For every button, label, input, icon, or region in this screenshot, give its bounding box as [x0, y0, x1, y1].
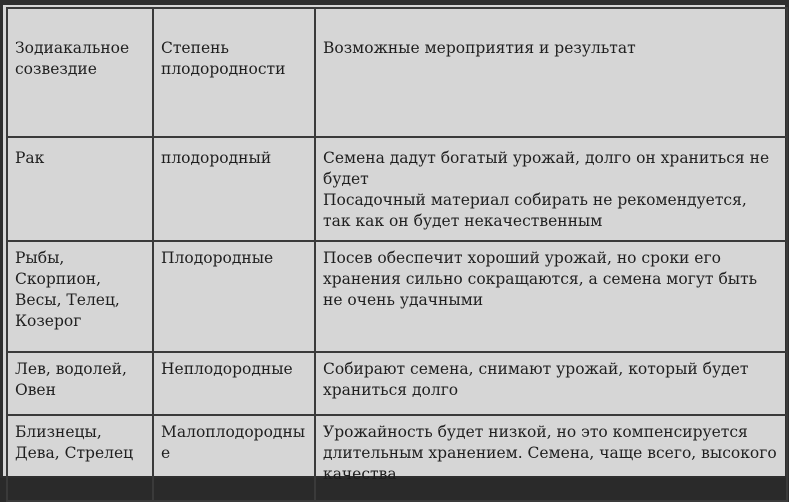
table-header-row	[7, 8, 787, 137]
cell-fertility: плодородный	[153, 137, 315, 241]
header-cell-sign: Зодиакальное созвездие	[7, 8, 153, 137]
cell-result	[315, 352, 787, 415]
cell-sign: Лев, водолей, Овен	[7, 352, 153, 415]
cell-result	[315, 415, 787, 501]
cell-fertility: Плодородные	[153, 241, 315, 352]
cell-result-line: Семена дадут богатый урожай, долго он храниться не будет	[323, 149, 770, 188]
table-row	[7, 352, 787, 415]
cell-fertility: Малоплодородные	[153, 415, 315, 501]
cell-sign: Рыбы, Скорпион, Весы, Телец, Козерог	[7, 241, 153, 352]
cell-sign: Близнецы, Дева, Стрелец	[7, 415, 153, 501]
cell-sign: Рак	[7, 137, 153, 241]
table-row	[7, 415, 787, 501]
table-row	[7, 241, 787, 352]
cell-fertility: Неплодородные	[153, 352, 315, 415]
cell-result-line: Собирают семена, снимают урожай, который будет храниться долго	[323, 360, 749, 399]
cell-result	[315, 241, 787, 352]
cell-result-line: Посев обеспечит хороший урожай, но сроки его хранения сильно сокращаются, а семена могут быть не очень удачными	[323, 249, 758, 309]
header-cell-fertility: Степень плодородности	[153, 8, 315, 137]
zodiac-fertility-table	[6, 7, 788, 502]
cell-result-line: Посадочный материал собирать не рекомендуется, так как он будет некачественным	[323, 191, 747, 230]
header-cell-result: Возможные мероприятия и результат	[315, 8, 787, 137]
table-row	[7, 137, 787, 241]
cell-result-line: Урожайность будет низкой, но это компенсируется длительным хранением. Семена, чаще всего, высокого качества	[323, 423, 777, 483]
cell-result	[315, 137, 787, 241]
